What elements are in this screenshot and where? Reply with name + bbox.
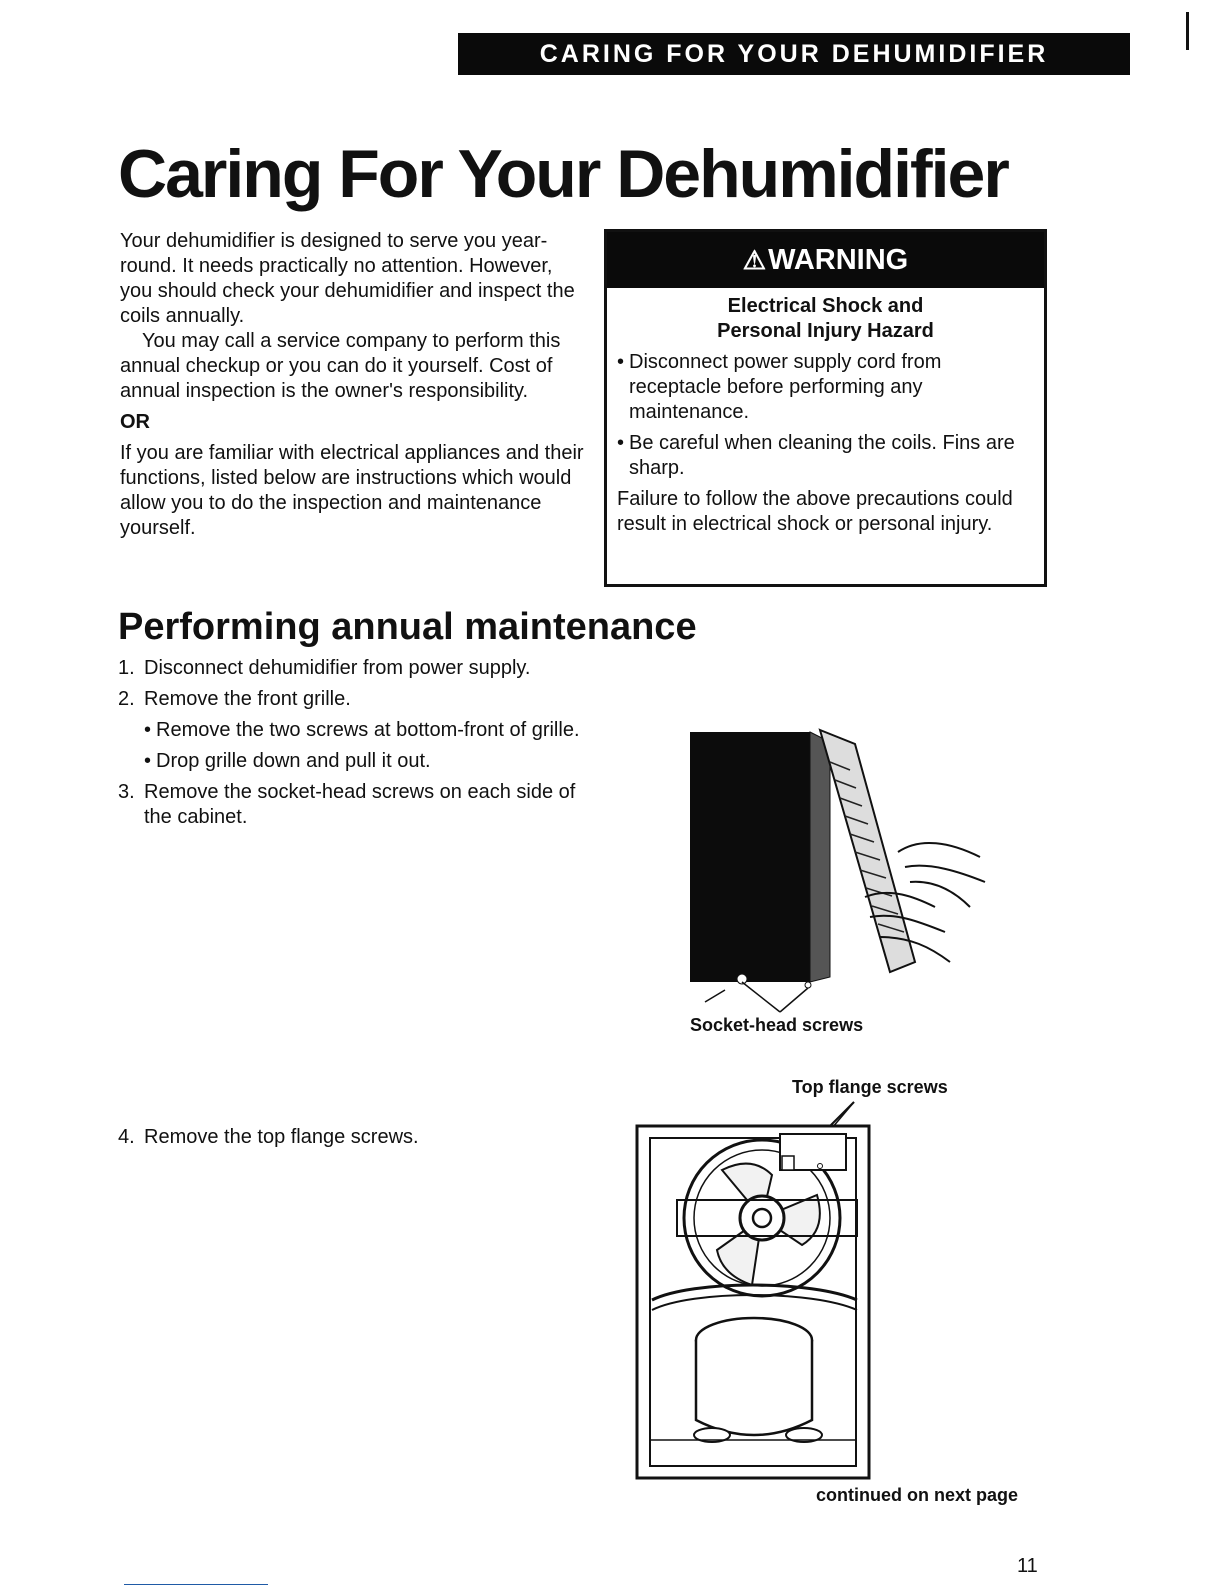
step-text: Remove the top flange screws.	[144, 1126, 419, 1148]
warning-label: WARNING	[768, 243, 909, 276]
step-item	[118, 780, 588, 830]
sub-step-text: Remove the two screws at bottom-front of grille.	[156, 719, 580, 741]
figure-caption-socket-head: Socket-head screws	[690, 1015, 864, 1035]
intro-paragraph-3: If you are familiar with electrical appliances and their functions, listed below are instructions which would allow you to do the inspection and maintenance yourself.	[120, 442, 584, 539]
continued-note: continued on next page	[816, 1485, 1019, 1505]
warning-bullet-text: Disconnect power supply cord from receptacle before performing any maintenance.	[629, 351, 942, 423]
section-title: Performing annual maintenance	[118, 606, 697, 648]
pointer-line	[780, 988, 808, 1012]
intro-text	[120, 229, 590, 541]
pointer-line	[742, 982, 780, 1012]
hazard-title-line-2: Personal Injury Hazard	[717, 320, 934, 342]
header-banner: CARING FOR YOUR DEHUMIDIFIER	[458, 33, 1130, 75]
warning-bullet	[617, 350, 1034, 425]
step-number: 2.	[118, 688, 135, 710]
sub-step	[144, 749, 588, 774]
hazard-title	[617, 294, 1034, 344]
steps-list	[118, 656, 588, 836]
figure-caption-top-flange: Top flange screws	[792, 1077, 948, 1097]
page-number: 11	[1017, 1555, 1038, 1577]
warning-bullet-text: Be careful when cleaning the coils. Fins are sharp.	[629, 432, 1015, 479]
intro-paragraph-2: You may call a service company to perform this annual checkup or you can do it yourself. Cost of annual inspection is the owner's responsibility.	[120, 330, 561, 402]
step-text: Remove the front grille.	[144, 688, 351, 710]
sub-step-text: Drop grille down and pull it out.	[156, 750, 431, 772]
bullet-dot: •	[617, 351, 625, 373]
step-item	[118, 656, 588, 681]
warning-footer: Failure to follow the above precautions could result in electrical shock or personal injury.	[617, 488, 1013, 535]
warning-header	[607, 232, 1044, 288]
hazard-title-line-1: Electrical Shock and	[727, 295, 924, 317]
compressor-body	[696, 1340, 812, 1435]
bullet-dot: •	[144, 719, 152, 741]
intro-paragraph-1: Your dehumidifier is designed to serve you year-round. It needs practically no attention. However, you should check your dehumidifier and inspect the coils annually.	[120, 230, 575, 327]
screw-icon	[805, 982, 811, 988]
bullet-dot: •	[144, 750, 152, 772]
step-item	[118, 1125, 588, 1156]
step-number: 4.	[118, 1126, 135, 1148]
cabinet-side	[810, 732, 830, 982]
grille-removal-illustration	[680, 722, 1010, 1017]
bullet-dot: •	[617, 432, 625, 454]
step-number: 3.	[118, 781, 135, 803]
edge-mark	[1186, 12, 1189, 50]
step-text: Disconnect dehumidifier from power supply.	[144, 657, 531, 679]
step-text: Remove the socket-head screws on each side of the cabinet.	[144, 781, 576, 828]
step-item	[118, 687, 588, 712]
warning-icon: ⚠	[742, 244, 767, 275]
or-label: OR	[120, 411, 150, 433]
step-number: 1.	[118, 657, 135, 679]
warning-box	[604, 229, 1047, 587]
cabinet-body	[690, 732, 810, 982]
sub-step	[144, 718, 588, 743]
page-title: Caring For Your Dehumidifier	[118, 136, 1008, 212]
top-flange-illustration	[632, 1100, 877, 1485]
warning-bullet	[617, 431, 1034, 481]
screw-icon	[818, 1164, 823, 1169]
